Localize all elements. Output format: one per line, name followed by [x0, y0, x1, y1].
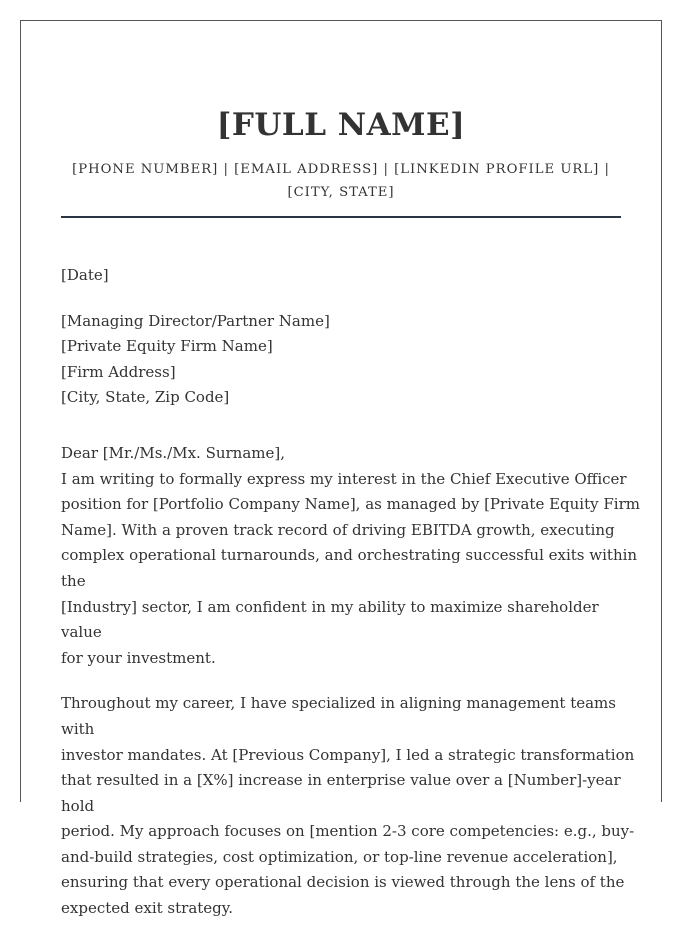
letter-body [61, 263, 641, 942]
salutation: Dear [Mr./Ms./Mx. Surname], [61, 443, 286, 462]
header-divider [61, 216, 621, 218]
full-name: [FULL NAME] [216, 107, 466, 143]
contact-line-2: [CITY, STATE] [287, 185, 395, 200]
letter-header [21, 105, 661, 218]
recipient-firm: [Private Equity Firm Name] [61, 337, 273, 356]
letter-date: [Date] [61, 266, 109, 284]
recipient-block [61, 309, 641, 411]
paragraph-experience: Throughout my career, I have specialized in aligning management teams with investor mandates. At [Previous Company], I led a strategic transformation that resulted in a [X%] increase in enterprise value over a [Number]-year hold period. My approach focuses on [mention 2-3 core competencies: e.g., buy- and-build strategies, cost optimization, or top-line revenue acceleration], ensuring that every operational decision is viewed through the lens of the expected exit strategy. [61, 694, 635, 918]
contact-info [69, 158, 613, 204]
recipient-city-state-zip: [City, State, Zip Code] [61, 388, 230, 407]
recipient-name: [Managing Director/Partner Name] [61, 311, 330, 330]
letter-page [20, 20, 662, 918]
paragraph-intro: I am writing to formally express my interest in the Chief Executive Officer position for [Portfolio Company Name], as managed by [Private Equity Firm Name]. With a proven track record of driving EBITDA growth, executing complex operational turnarounds, and orchestrating successful exits within the [Industry] sector, I am confident in my ability to maximize shareholder value for your investment. [61, 469, 640, 667]
contact-line-1: [PHONE NUMBER] | [EMAIL ADDRESS] | [LINKEDIN PROFILE URL] | [72, 162, 610, 177]
recipient-address: [Firm Address] [61, 362, 176, 381]
